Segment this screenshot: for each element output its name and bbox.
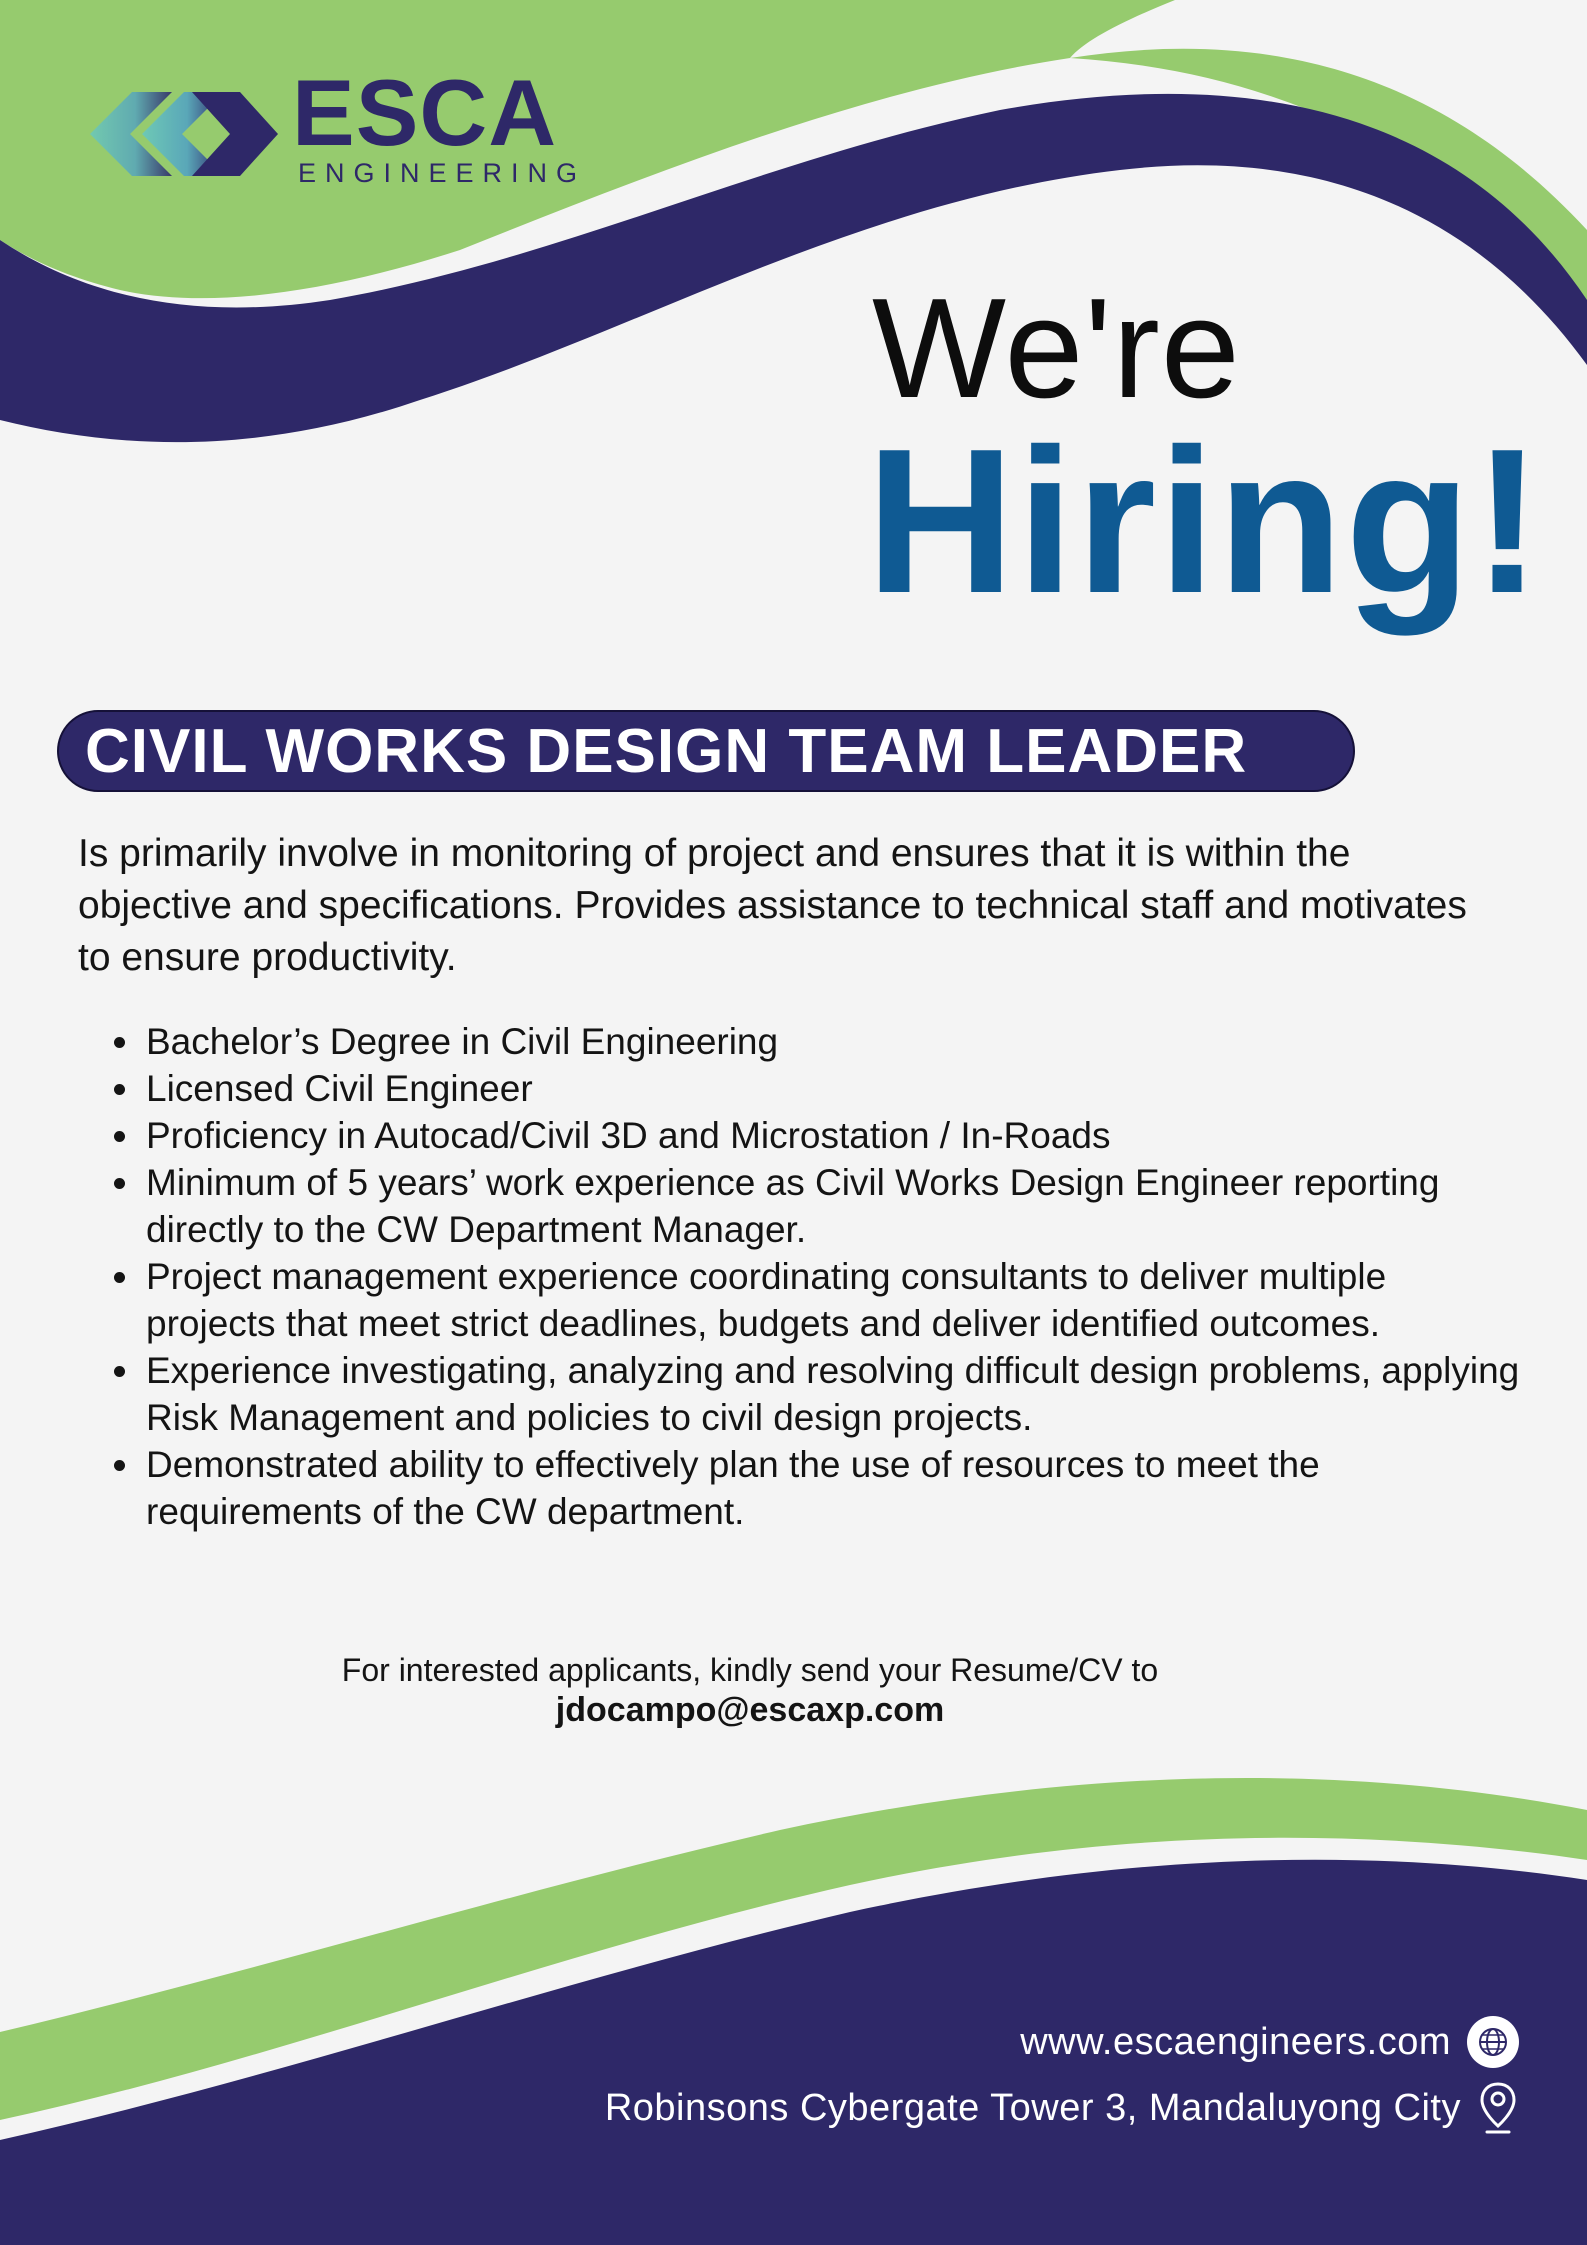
requirement-item: Bachelor’s Degree in Civil Engineering [146,1018,1526,1065]
requirement-item: Minimum of 5 years’ work experience as Civil Works Design Engineer reporting directly to the CW Department Manager. [146,1159,1526,1253]
globe-icon [1467,2016,1519,2068]
address-text: Robinsons Cybergate Tower 3, Mandaluyong City [604,2086,1461,2129]
job-description: Is primarily involve in monitoring of project and ensures that it is within the objective and specifications. Provides assistance to technical staff and motivates to ensure productivity. [78,832,1467,979]
application-instructions [0,1650,1587,1730]
requirement-item: Project management experience coordinating consultants to deliver multiple projects that meet strict deadlines, budgets and deliver identified outcomes. [146,1253,1526,1347]
job-title: CIVIL WORKS DESIGN TEAM LEADER [85,716,1248,786]
requirement-item: Demonstrated ability to effectively plan the use of resources to meet the requirements of the CW department. [146,1441,1526,1535]
requirement-item: Proficiency in Autocad/Civil 3D and Microstation / In-Roads [146,1112,1526,1159]
website-url[interactable]: www.escaengineers.com [1020,2020,1451,2063]
headline-line-2: Hiring! [866,406,1544,636]
website-contact[interactable] [1020,2016,1519,2068]
requirements-list [146,1018,1526,1535]
brand-name: ESCA [292,60,558,165]
esca-logo-mark-icon [80,76,285,191]
apply-text: For interested applicants, kindly send your Resume/CV to [341,1652,1159,1688]
requirement-item: Experience investigating, analyzing and resolving difficult design problems, applying Risk Management and policies to civil design projects. [146,1347,1526,1441]
headline-line-1: We're [872,269,1241,428]
apply-email-link[interactable]: jdocampo@escaxp.com [555,1691,945,1729]
requirement-item: Licensed Civil Engineer [146,1065,1526,1112]
brand-subtitle: ENGINEERING [298,158,587,188]
location-pin-icon [1477,2080,1519,2136]
job-title-banner [57,710,1355,792]
address-contact [605,2080,1519,2136]
company-logo [80,60,600,202]
